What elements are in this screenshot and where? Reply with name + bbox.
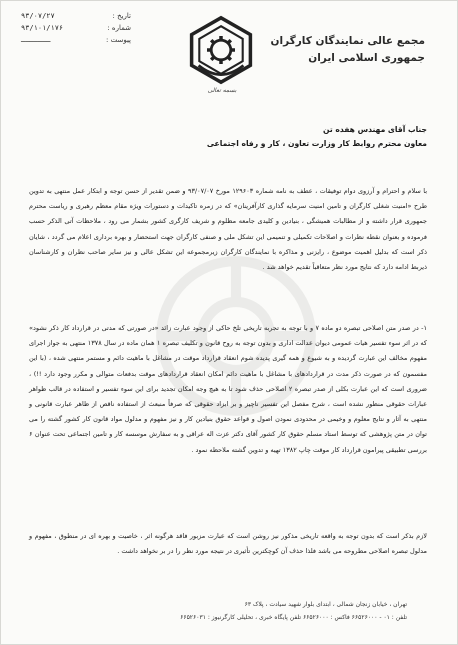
body-paragraph-2: ۱- در صدر متن اصلاحی تبصره دو ماده ۷ و با توجه به تجربه تاریخی تلخ حاکی از وجود عبارت زائد «در صورتی که مدتی در قرارداد کار ذکر نشود» که در اثر سوء تفسیر هیات عمومی دیوان عدالت اداری و بدون توجه به روح قانون و تکلیف تبصره ۱ همان ماده در سال ۱۳۷۸ منتهی به جواز اجرای مفهوم مخالف این عبارت گردیده و به شیوع و همه گیری پدیده شوم انعقاد قرارداد موقت در مشاغل با ماهیت دائم و مستمر منتهی شده ، (با این مفسمون که در صورت ذکر مدت در قراردادهای با مشاغل با ماهیت دائم امکان انعقاد قراردادهای موقت بدفعات متوالی و مکرر وجود دارد !!) ، ضروری است که این عبارت بکلی از صدر تبصره ۲ اصلاحی حذف شود تا به هیچ وجه امکان تجدید برای این سوء تفسیر و استفاده در قالب ظواهر عبارات حقوقی منظور نشده است ، شرح مفصل این تفسیر ناچیز و بر ابزاد حقوقی که صرفاً منبعث از استفاده ناقص از ظاهر عبارت قانونی و منتهی به آثار و نتایج معلوم و وخیمی در محدودی نمودن اصول و قواعد حقوق بنیادین کار و نیز مفهوم و مدلول مواد قانون کار کشور گشته را می توان در متن پژوهشی که توسط استاد مسلم حقوق کار کشور آقای دکتر عزت اله عراقی و به سفارش موسسه کار و تامین اجتماعی تحت عنوان ۶ بررسی تطبیقی پیرامون قرارداد کار موقت چاپ ۱۳۸۲ تهیه و تدوین گشته ملاحظه نمود . xyxy=(29,324,428,454)
organization-name-line2: جمهوری اسلامی ایران xyxy=(308,52,425,64)
meta-number-row xyxy=(21,22,131,34)
recipient-block xyxy=(127,123,427,151)
meta-date-label: تاریخ : xyxy=(112,12,131,20)
recipient-title: معاون محترم روابط کار وزارت تعاون ، کار و رفاه اجتماعی xyxy=(206,139,427,148)
meta-date-value: ۹۳/۰۷/۲۷ xyxy=(21,12,55,20)
letter-meta xyxy=(21,10,131,46)
meta-attachment-row xyxy=(21,34,131,46)
body-paragraph-3: لازم بذکر است که بدون توجه به واقعه تاریخی مذکور نیز روشن است که عبارت مزبور فاقد هرگونه اثر ، خاصیت و بهره ای در منطوق ، مفهوم و مدلول تبصره اصلاحی مطروحه می باشد فلذا حذف آن کوچکترین تأثیری در نتیجه مورد نظر را در بر نخواهد داشت . xyxy=(29,532,427,556)
bismillah-text: بسمه تعالی xyxy=(207,87,237,94)
body-paragraph-1: با سلام و احترام و آرزوی دوام توفیقات ، عطف به نامه شماره ۱۲۹۶۰۳ مورخ ۹۳/۰۷/۰۷ و ضمن تقدیر از حسن توجه و ابتکار عمل منتهی به تدوین طرح «امنیت شغلی کارگران و تامین امنیت سرمایه گذاری کارآفرینان» که در زمره تاکیدات و دستورات ویژه مقام معظم رهبری و ریاست محترم جمهوری قرار داشته و از مطالبات همیشگی ، بنیادین و کلیدی جامعه مظلوم و شریف کارگری کشور بشمار می رود ، ملاحظات آتی الذکر حسب فرموده و بعنوان نقطه نظرات و اصلاحات تکمیلی و تنمیمی این تشکل ملی و صنفی کارگران جهت استحضار و بهره برداری اعلام می گردد ، شایان ذکر است که بدلیل اهمیت موضوع ، رایزنی و مذاکره با نمایندگان کارگران زیرمجموعه این تشکل عالی و نیز سایر صاحب نظران و کارشناسان ذیربط ادامه دارد که نتایج مورد نظر متعاقباً تقدیم خواهد شد . xyxy=(29,187,428,272)
meta-attachment-label: پیوست : xyxy=(106,36,131,44)
meta-number-label: شماره : xyxy=(107,24,131,32)
meta-attachment-value: ـــــــ xyxy=(21,36,51,44)
letter-footer xyxy=(41,598,407,636)
organization-name-line1: مجمع عالی نمایندگان کارگران xyxy=(270,35,425,47)
recipient-name: جناب آقای مهندس هفده تن xyxy=(323,125,427,134)
footer-contacts: تلفن : ۰۱ - ۶۶۵۲۶۰۰۰ فاکس : ۶۶۵۲۶۰۰۰ تلفن پایگاه خبری ، تحلیلی کارگرنیوز : ۶۶۵۲۶۰۳۱ xyxy=(180,614,407,621)
footer-address: تهران ، خیابان زنجان شمالی ، ابتدای بلوار شهید سیادت ، پلاک ۶۳ xyxy=(244,601,407,608)
meta-number-value: ۹۳/۱۰۱/۱۷۶ xyxy=(21,24,64,32)
organization-title xyxy=(235,33,425,67)
meta-date-row xyxy=(21,10,131,22)
